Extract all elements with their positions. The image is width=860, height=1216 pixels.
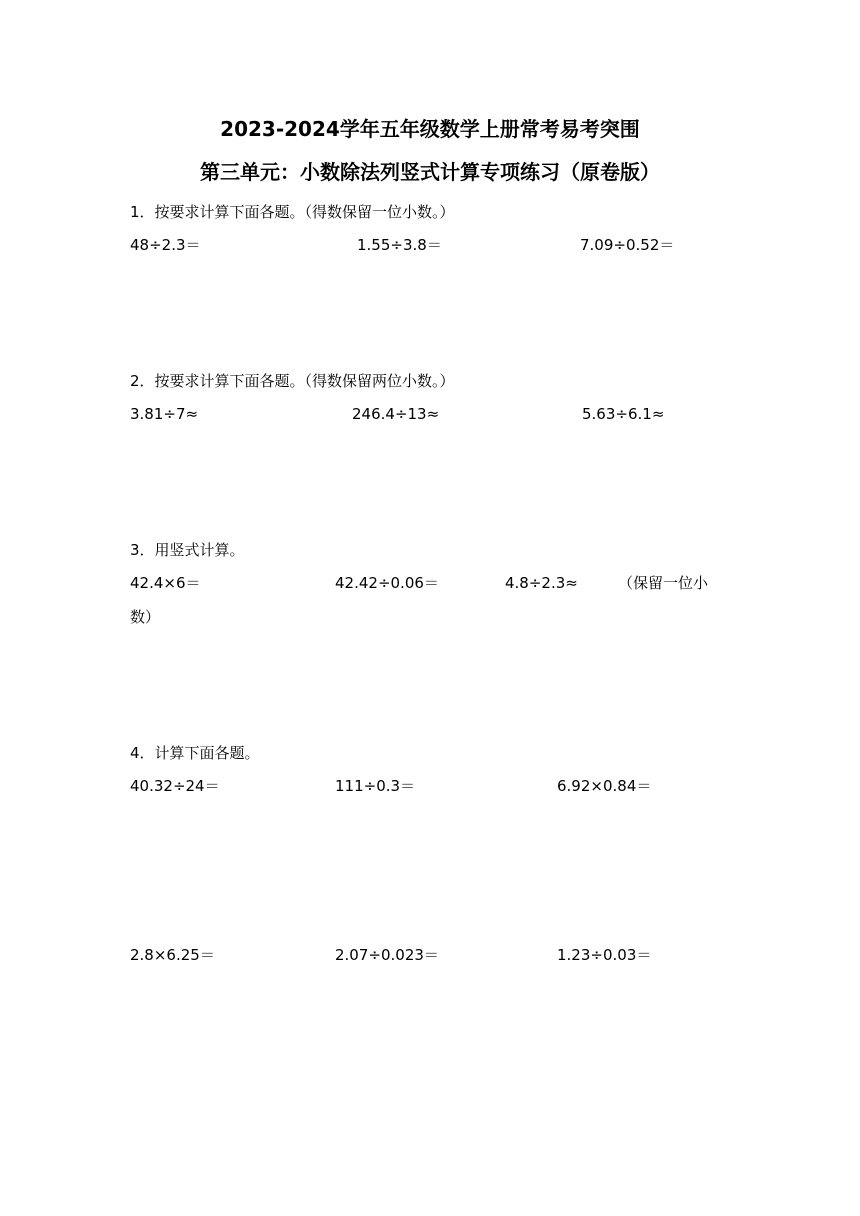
q1-item-3: 7.09÷0.52＝ <box>580 236 675 254</box>
document-subtitle: 第三单元：小数除法列竖式计算专项练习（原卷版） <box>200 160 660 184</box>
q3-item-3-note: （保留一位小 <box>618 574 709 592</box>
q4-item-3: 6.92×0.84＝ <box>557 777 652 795</box>
q1-item-1: 48÷2.3＝ <box>130 236 201 254</box>
q3-item-3: 4.8÷2.3≈ <box>505 574 578 592</box>
q4-item-6: 1.23÷0.03＝ <box>557 946 652 964</box>
q3-item-2: 42.42÷0.06＝ <box>335 574 439 592</box>
question-1-prompt: 1．按要求计算下面各题。（得数保留一位小数。） <box>130 203 455 221</box>
question-3-prompt: 3．用竖式计算。 <box>130 541 245 559</box>
q3-item-3-note-cont: 数） <box>130 608 161 626</box>
question-4-prompt: 4．计算下面各题。 <box>130 744 260 762</box>
q2-item-3: 5.63÷6.1≈ <box>582 405 665 423</box>
q2-item-2: 246.4÷13≈ <box>352 405 440 423</box>
q4-item-5: 2.07÷0.023＝ <box>335 946 439 964</box>
q4-item-4: 2.8×6.25＝ <box>130 946 215 964</box>
question-2-prompt: 2．按要求计算下面各题。（得数保留两位小数。） <box>130 372 455 390</box>
q2-item-1: 3.81÷7≈ <box>130 405 199 423</box>
document-title: 2023-2024学年五年级数学上册常考易考突围 <box>220 117 640 141</box>
q4-item-2: 111÷0.3＝ <box>335 777 416 795</box>
q1-item-2: 1.55÷3.8＝ <box>357 236 442 254</box>
q3-item-1: 42.4×6＝ <box>130 574 201 592</box>
q4-item-1: 40.32÷24＝ <box>130 777 220 795</box>
